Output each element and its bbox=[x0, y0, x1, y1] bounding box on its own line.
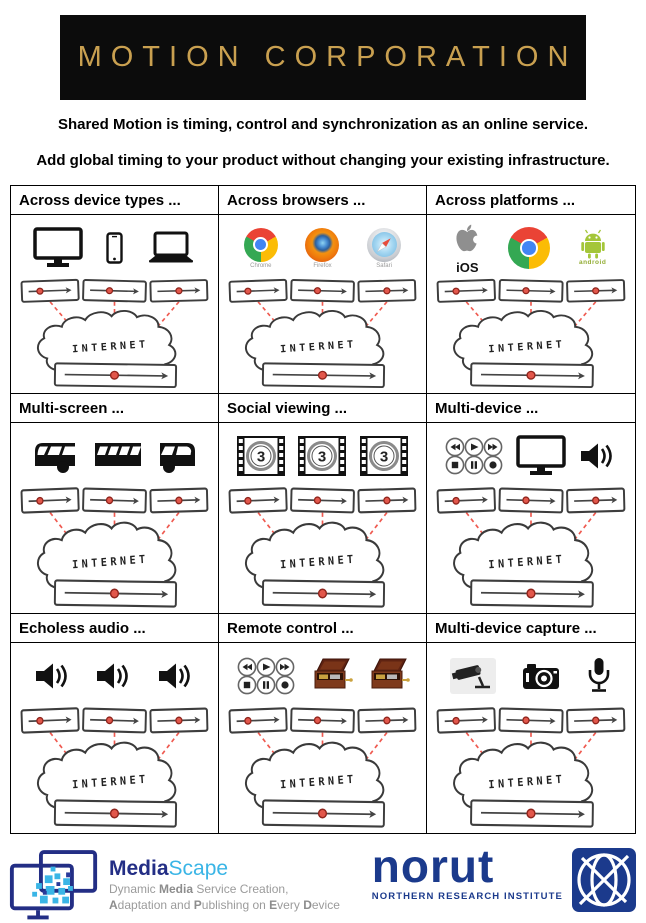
sync-diagram bbox=[14, 483, 215, 612]
speaker-icon bbox=[156, 661, 196, 691]
svg-text:INTERNET: INTERNET bbox=[488, 552, 566, 572]
mediascape-name bbox=[109, 858, 340, 879]
intro-line-2: Add global timing to your product without changing your existing infrastructure. bbox=[36, 152, 610, 169]
speaker-icon bbox=[33, 661, 73, 691]
svg-text:INTERNET: INTERNET bbox=[71, 339, 150, 356]
monitor-icon bbox=[33, 227, 83, 269]
device-icons bbox=[222, 429, 423, 483]
svg-text:3: 3 bbox=[256, 448, 265, 466]
section-illustration-echoless-audio bbox=[11, 643, 219, 833]
device-icons bbox=[14, 429, 215, 483]
music-box-icon bbox=[364, 657, 410, 695]
safari-label: Safari bbox=[376, 262, 392, 269]
section-header-multi-device: Multi-device ... bbox=[427, 394, 635, 423]
monitor-icon bbox=[516, 435, 566, 477]
media-buttons-icon bbox=[444, 436, 504, 476]
sync-diagram bbox=[430, 275, 632, 392]
device-icons bbox=[222, 649, 423, 703]
mediascape-screens-icon bbox=[8, 848, 100, 923]
film-icon bbox=[297, 435, 347, 477]
section-illustration-multi-device-capture bbox=[427, 643, 635, 833]
camera-icon bbox=[521, 661, 561, 691]
footer bbox=[0, 834, 646, 923]
safari-icon bbox=[367, 228, 401, 269]
section-header-remote-control: Remote control ... bbox=[219, 614, 427, 643]
section-header-device-types: Across device types ... bbox=[11, 186, 219, 215]
mediascape-logo bbox=[8, 848, 340, 923]
device-icons bbox=[14, 649, 215, 703]
norut-globe-icon bbox=[572, 848, 636, 912]
mediascape-name-primary: Media bbox=[109, 857, 169, 881]
film-icon bbox=[359, 435, 409, 477]
bus-middle-icon bbox=[94, 438, 142, 474]
sync-diagram bbox=[222, 703, 423, 832]
section-header-echoless-audio: Echoless audio ... bbox=[11, 614, 219, 643]
sync-diagram bbox=[430, 703, 632, 832]
section-illustration-device-types bbox=[11, 215, 219, 394]
section-illustration-platforms bbox=[427, 215, 635, 394]
svg-text:INTERNET: INTERNET bbox=[279, 772, 358, 792]
device-icons bbox=[430, 221, 632, 275]
svg-text:3: 3 bbox=[318, 448, 327, 466]
smartphone-icon bbox=[106, 232, 123, 264]
mediascape-tagline-line2: Adaptation and Publishing on Every Device bbox=[109, 898, 340, 912]
chrome-large-icon bbox=[508, 227, 550, 269]
chrome-label: Chrome bbox=[250, 262, 272, 269]
firefox-label: Firefox bbox=[313, 262, 332, 269]
svg-text:INTERNET: INTERNET bbox=[279, 552, 358, 572]
android-icon bbox=[573, 229, 613, 267]
cctv-icon bbox=[450, 658, 496, 694]
sync-diagram bbox=[222, 275, 423, 392]
svg-text:INTERNET: INTERNET bbox=[488, 339, 566, 356]
firefox-icon bbox=[305, 228, 339, 269]
section-illustration-browsers bbox=[219, 215, 427, 394]
brand-title: MOTION CORPORATION bbox=[77, 41, 578, 73]
svg-text:INTERNET: INTERNET bbox=[488, 772, 566, 792]
sync-diagram bbox=[14, 275, 215, 392]
device-icons bbox=[222, 221, 423, 275]
section-header-browsers: Across browsers ... bbox=[219, 186, 427, 215]
norut-logo bbox=[371, 840, 636, 912]
section-header-multi-device-capture: Multi-device capture ... bbox=[427, 614, 635, 643]
apple-icon bbox=[449, 222, 485, 274]
microphone-icon bbox=[586, 656, 612, 696]
svg-text:INTERNET: INTERNET bbox=[71, 772, 150, 792]
section-illustration-multi-screen bbox=[11, 423, 219, 614]
device-icons bbox=[430, 429, 632, 483]
sync-diagram bbox=[222, 483, 423, 612]
sync-diagram bbox=[430, 483, 632, 612]
svg-text:3: 3 bbox=[379, 448, 389, 466]
device-icons bbox=[14, 221, 215, 275]
speaker-icon bbox=[94, 661, 134, 691]
svg-text:INTERNET: INTERNET bbox=[71, 552, 150, 572]
section-header-social-viewing: Social viewing ... bbox=[219, 394, 427, 423]
svg-text:INTERNET: INTERNET bbox=[279, 339, 358, 356]
chrome-icon bbox=[244, 228, 278, 269]
feature-grid bbox=[10, 185, 636, 834]
norut-subtitle: NORTHERN RESEARCH INSTITUTE bbox=[371, 890, 563, 902]
device-icons bbox=[430, 649, 632, 703]
mediascape-text bbox=[109, 858, 340, 913]
music-box-icon bbox=[307, 657, 353, 695]
sync-diagram bbox=[14, 703, 215, 832]
media-buttons-icon bbox=[236, 656, 296, 696]
apple-label: iOS bbox=[456, 260, 479, 275]
mediascape-tagline-line1: Dynamic Media Service Creation, bbox=[109, 882, 289, 897]
section-header-multi-screen: Multi-screen ... bbox=[11, 394, 219, 423]
mediascape-tagline bbox=[109, 882, 340, 913]
section-illustration-remote-control bbox=[219, 643, 427, 833]
film-icon bbox=[236, 435, 286, 477]
norut-text bbox=[371, 840, 563, 902]
section-illustration-multi-device bbox=[427, 423, 635, 614]
section-illustration-social-viewing bbox=[219, 423, 427, 614]
android-label: android bbox=[578, 259, 607, 267]
brand-banner bbox=[60, 15, 586, 100]
intro-text bbox=[0, 116, 646, 169]
bus-rear-icon bbox=[159, 438, 199, 474]
mediascape-name-secondary: Scape bbox=[168, 857, 229, 881]
bus-front-icon bbox=[31, 438, 77, 474]
intro-line-1: Shared Motion is timing, control and synchronization as an online service. bbox=[57, 116, 589, 133]
section-header-platforms: Across platforms ... bbox=[427, 186, 635, 215]
laptop-icon bbox=[146, 231, 196, 265]
norut-name: norut bbox=[371, 840, 495, 892]
speaker-icon bbox=[578, 441, 618, 471]
